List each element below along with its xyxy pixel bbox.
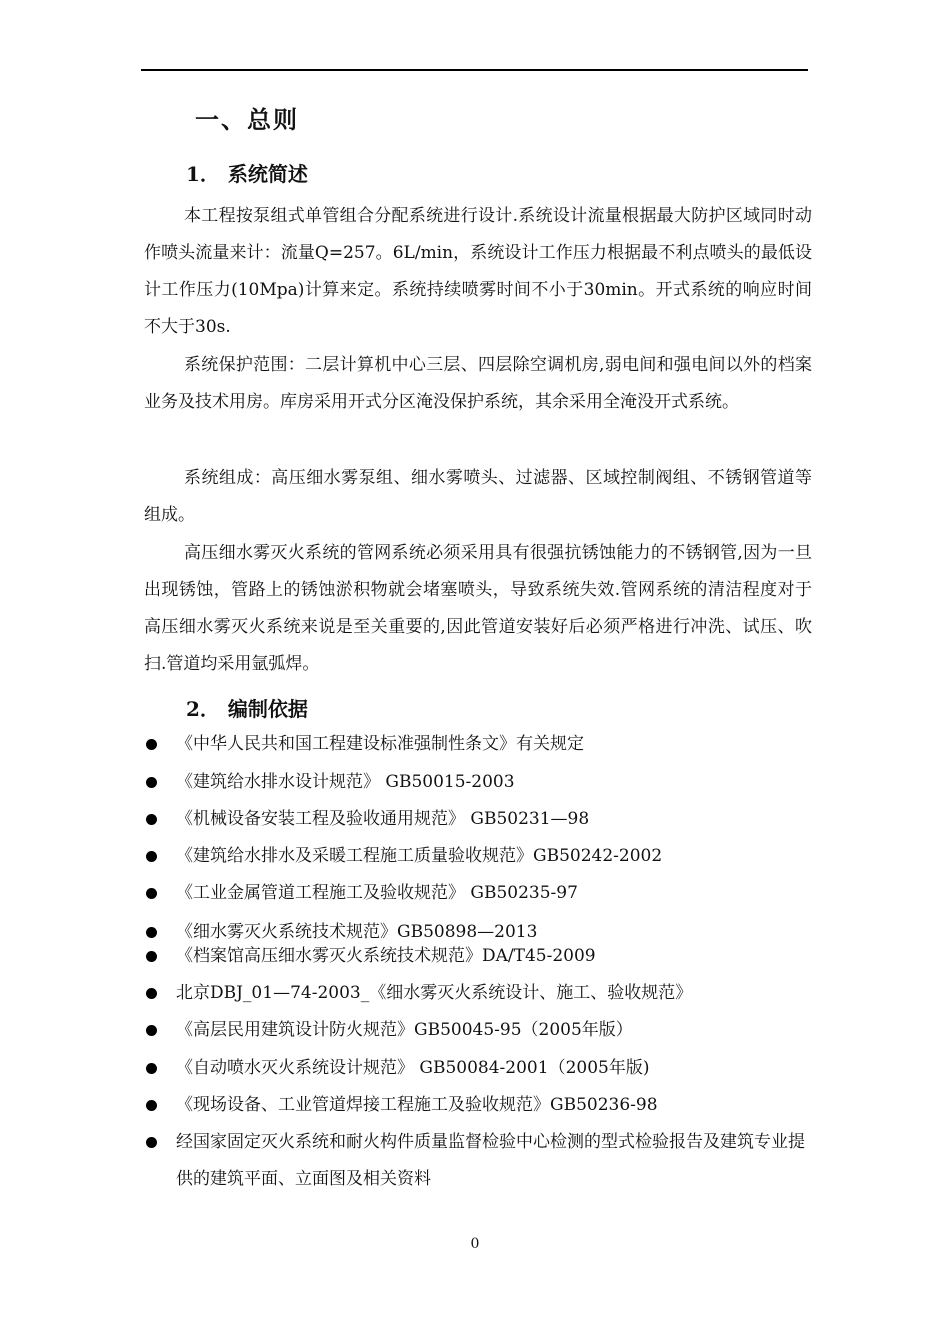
reference-text: 《档案馆高压细水雾灭火系统技术规范》DA/T45-2009 [176,946,596,966]
bullet-icon [146,1025,157,1036]
section-number: 2． [186,697,220,721]
bullet-icon [146,951,157,962]
reference-text: 北京DBJ_01—74-2003_《细水雾灭火系统设计、施工、验收规范》 [176,983,693,1003]
section-heading-overview [186,158,308,187]
reference-text: 《现场设备、工业管道焊接工程施工及验收规范》GB50236-98 [176,1095,658,1115]
section-title-text: 编制依据 [227,697,308,721]
section-number: 1． [186,162,220,186]
bullet-icon [146,1063,157,1074]
reference-text: 《建筑给水排水及采暖工程施工质量验收规范》GB50242-2002 [176,846,663,866]
reference-text: 《细水雾灭火系统技术规范》GB50898—2013 [176,922,538,942]
bullet-icon [146,1100,157,1111]
paragraph-pipe-requirements: 高压细水雾灭火系统的管网系统必须采用具有很强抗锈蚀能力的不锈钢管,因为一旦出现锈蚀，管路上的锈蚀淤积物就会堵塞喷头，导致系统失效.管网系统的清洁程度对于高压细水雾灭火系统来说是至关重要的,因此管道安装好后必须严格进行冲洗、试压、吹扫.管道均采用氩弧焊。 [144,543,812,674]
bullet-icon [146,988,157,999]
section-heading-basis [186,693,308,722]
reference-text: 《中华人民共和国工程建设标准强制性条文》有关规定 [176,734,584,754]
reference-text: 《自动喷水灭火系统设计规范》 GB50084-2001（2005年版) [176,1058,650,1078]
paragraph-protection-scope: 系统保护范围：二层计算机中心三层、四层除空调机房,弱电间和强电间以外的档案业务及技术用房。库房采用开式分区淹没保护系统，其余采用全淹没开式系统。 [144,355,812,412]
bullet-icon [146,814,157,825]
reference-text: 《建筑给水排水设计规范》 GB50015-2003 [176,772,515,792]
bullet-icon [146,888,157,899]
bullet-icon [146,1137,157,1148]
reference-text: 经国家固定灭火系统和耐火构件质量监督检验中心检测的型式检验报告及建筑专业提供的建筑平面、立面图及相关资料 [176,1132,805,1189]
header-rule [141,69,808,71]
section-title-text: 系统简述 [227,162,308,186]
bullet-icon [146,777,157,788]
bullet-icon [146,927,157,938]
paragraph-system-composition: 系统组成：高压细水雾泵组、细水雾喷头、过滤器、区域控制阀组、不锈钢管道等组成。 [144,468,812,525]
bullet-icon [146,851,157,862]
reference-text: 《机械设备安装工程及验收通用规范》 GB50231—98 [176,809,590,829]
paragraph-design-flow: 本工程按泵组式单管组合分配系统进行设计.系统设计流量根据最大防护区域同时动作喷头流量来计：流量Q=257。6L/min，系统设计工作压力根据最不利点喷头的最低设计工作压力(10Mpa)计算来定。系统持续喷雾时间不小于30min。开式系统的响应时间不大于30s. [144,206,812,337]
bullet-icon [146,739,157,750]
reference-text: 《工业金属管道工程施工及验收规范》 GB50235-97 [176,883,578,903]
page-number: 0 [470,1236,480,1252]
chapter-title: 一、总则 [195,105,299,134]
reference-text: 《高层民用建筑设计防火规范》GB50045-95（2005年版） [176,1020,633,1040]
